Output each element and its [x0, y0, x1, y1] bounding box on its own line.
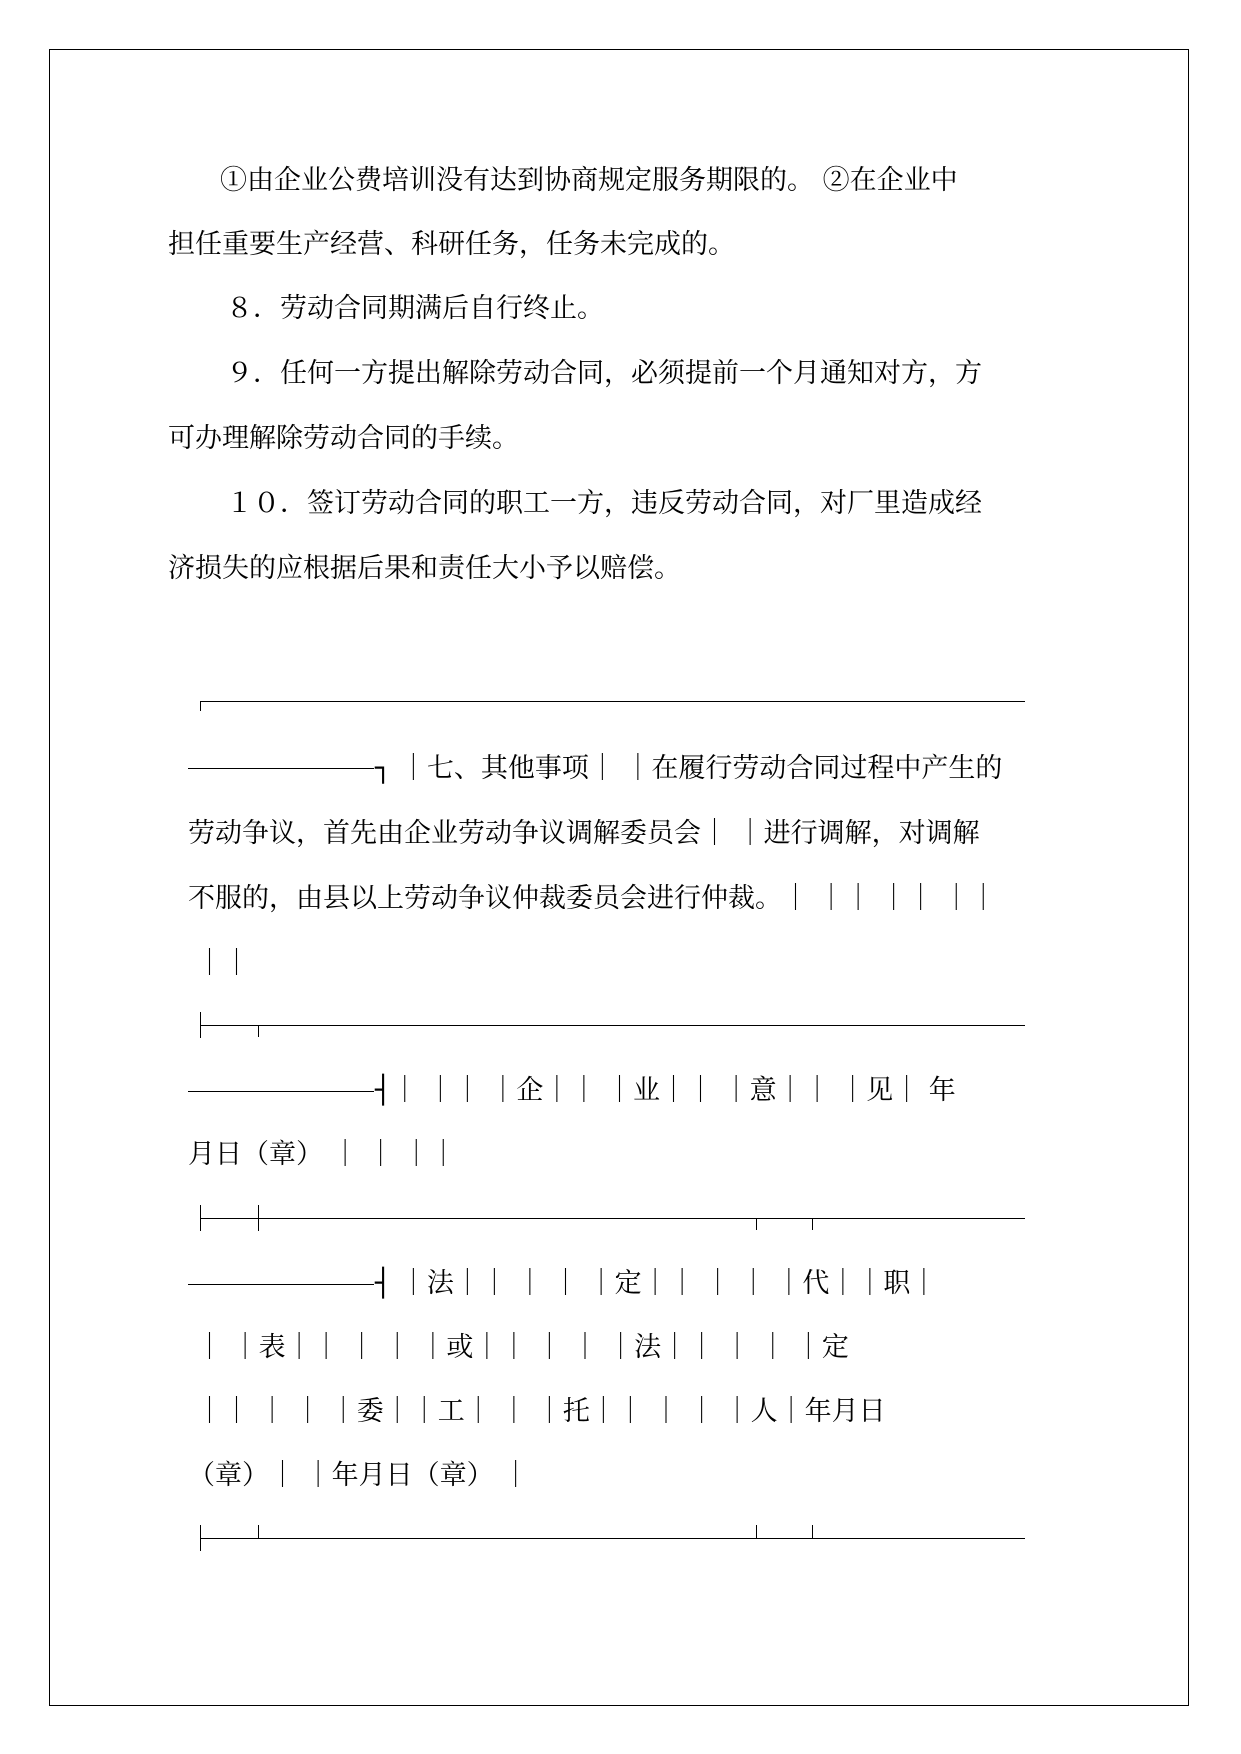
text-line: 担任重要生产经营、科研任务，任务未完成的。	[168, 229, 735, 260]
table-bottom-border	[200, 1538, 1025, 1539]
text-line: 不服的，由县以上劳动争议仲裁委员会进行仲裁。｜ ｜｜ ｜｜ ｜｜	[188, 883, 997, 914]
table-corner	[200, 1205, 201, 1231]
table-corner	[756, 1525, 757, 1538]
table-divider	[200, 1025, 1025, 1026]
text-line: 月日（章） ｜ ｜ ｜｜	[188, 1139, 457, 1170]
text-line: 可办理解除劳动合同的手续。	[168, 423, 519, 454]
text-line: 劳动争议，首先由企业劳动争议调解委员会｜ ｜进行调解，对调解	[188, 818, 980, 849]
text-line: ９．任何一方提出解除劳动合同，必须提前一个月通知对方，方	[226, 358, 982, 389]
table-corner	[756, 1218, 757, 1230]
table-corner	[200, 1012, 201, 1038]
text-line: １０．签订劳动合同的职工一方，违反劳动合同，对厂里造成经	[226, 488, 982, 519]
table-corner	[200, 701, 201, 711]
table-rule-continuation	[188, 1284, 374, 1285]
table-corner	[258, 1025, 259, 1037]
table-rule-continuation	[188, 768, 374, 769]
text-line: ┐ ｜七、其他事项｜ ｜在履行劳动合同过程中产生的	[375, 753, 1003, 784]
text-line: ８．劳动合同期满后自行终止。	[226, 293, 604, 324]
table-divider	[200, 1218, 1025, 1219]
table-rule-continuation	[188, 1091, 374, 1092]
table-corner	[258, 1525, 259, 1538]
table-corner	[812, 1218, 813, 1230]
text-line: ┤｜ ｜｜ ｜企｜｜ ｜业｜｜ ｜意｜｜ ｜见｜ 年	[375, 1075, 956, 1106]
table-corner	[258, 1205, 259, 1231]
table-corner	[812, 1525, 813, 1538]
text-line: （章）｜ ｜年月日（章） ｜	[188, 1460, 530, 1491]
text-line: ①由企业公费培训没有达到协商规定服务期限的。 ②在企业中	[220, 165, 958, 196]
text-line: 济损失的应根据后果和责任大小予以赔偿。	[168, 553, 681, 584]
table-corner	[200, 1525, 201, 1551]
text-line: ｜｜	[196, 948, 250, 979]
text-line: ｜ ｜表｜｜ ｜ ｜ ｜或｜｜ ｜ ｜ ｜法｜｜ ｜ ｜ ｜定	[196, 1332, 849, 1363]
text-line: ┤ ｜法｜｜ ｜ ｜ ｜定｜｜ ｜ ｜ ｜代｜｜职｜	[375, 1268, 938, 1299]
table-top-border	[200, 701, 1025, 702]
text-line: ｜｜ ｜ ｜ ｜委｜｜工｜ ｜ ｜托｜｜ ｜ ｜ ｜人｜年月日	[196, 1396, 886, 1427]
